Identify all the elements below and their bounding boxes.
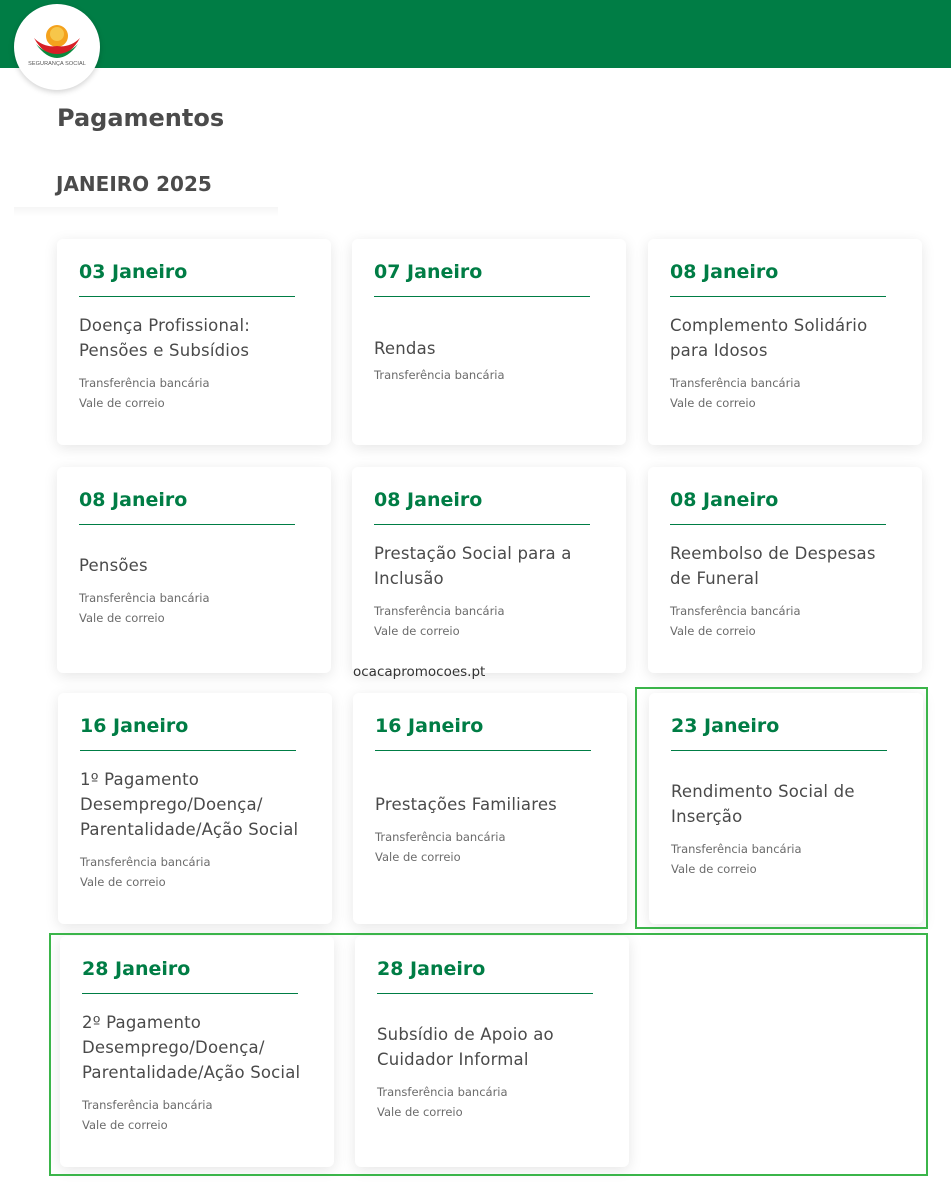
payment-methods (79, 373, 309, 413)
watermark-text: ocacapromocoes.pt (353, 664, 486, 680)
payment-method: Vale de correio (79, 396, 165, 410)
card-title (79, 553, 309, 578)
payment-method: Vale de correio (82, 1118, 168, 1132)
card-title (670, 541, 900, 591)
card-title-line: Desemprego/Doença/ (80, 795, 263, 814)
card-title-line: Parentalidade/Ação Social (82, 1063, 301, 1082)
card-title (374, 541, 604, 591)
payment-method: Transferência bancária (374, 368, 505, 382)
payment-method: Transferência bancária (377, 1085, 508, 1099)
card-divider (79, 296, 295, 297)
card-title-line: Reembolso de Despesas (670, 544, 876, 563)
payment-method: Vale de correio (670, 624, 756, 638)
card-title-line: 1º Pagamento (80, 770, 200, 789)
card-title-line: Rendimento Social de (671, 782, 855, 801)
card-date: 28 Janeiro (377, 958, 486, 980)
payment-method: Vale de correio (377, 1105, 463, 1119)
payment-method: Transferência bancária (374, 604, 505, 618)
card-divider (375, 750, 591, 751)
card-title-line: Prestações Familiares (375, 795, 557, 814)
card-title-line: Parentalidade/Ação Social (80, 820, 299, 839)
payment-card[interactable] (57, 467, 331, 673)
card-title-line: 2º Pagamento (82, 1013, 202, 1032)
payment-method: Vale de correio (79, 611, 165, 625)
payment-methods (80, 852, 310, 892)
payment-method: Transferência bancária (670, 376, 801, 390)
payment-method: Vale de correio (374, 624, 460, 638)
card-title-line: Cuidador Informal (377, 1050, 529, 1069)
payment-method: Vale de correio (670, 396, 756, 410)
card-title-line: de Funeral (670, 569, 760, 588)
card-date: 03 Janeiro (79, 261, 188, 283)
highlight-box (49, 933, 928, 1176)
payment-methods (670, 373, 900, 413)
card-title-line: Desemprego/Doença/ (82, 1038, 265, 1057)
payment-methods (374, 365, 604, 385)
payment-card[interactable] (57, 239, 331, 445)
seguranca-social-logo[interactable] (14, 4, 100, 90)
card-divider (374, 296, 590, 297)
payment-card[interactable] (648, 239, 922, 445)
card-title-line: Inserção (671, 807, 743, 826)
card-date: 23 Janeiro (671, 715, 780, 737)
card-title-line: Complemento Solidário (670, 316, 868, 335)
card-title (375, 792, 605, 817)
card-title-line: Rendas (374, 339, 436, 358)
card-divider (374, 524, 590, 525)
card-title-line: Doença Profissional: (79, 316, 250, 335)
card-date: 08 Janeiro (374, 489, 483, 511)
card-divider (80, 750, 296, 751)
card-date: 08 Janeiro (79, 489, 188, 511)
month-divider (14, 207, 278, 217)
payment-card[interactable] (648, 467, 922, 673)
payment-card[interactable] (352, 467, 626, 673)
payment-method: Vale de correio (80, 875, 166, 889)
payment-card[interactable] (58, 693, 332, 924)
card-title-line: Pensões (79, 556, 148, 575)
card-date: 16 Janeiro (80, 715, 189, 737)
card-date: 16 Janeiro (375, 715, 484, 737)
card-title-line: Pensões e Subsídios (79, 341, 250, 360)
payment-methods (374, 601, 604, 641)
card-title-line: para Idosos (670, 341, 768, 360)
payment-method: Vale de correio (375, 850, 461, 864)
logo-text: SEGURANÇA SOCIAL (28, 61, 86, 67)
top-header-bar (0, 0, 951, 68)
card-title-line: Subsídio de Apoio ao (377, 1025, 554, 1044)
card-date: 08 Janeiro (670, 261, 779, 283)
payment-methods (79, 588, 309, 628)
card-title-line: Prestação Social para a (374, 544, 572, 563)
payment-method: Transferência bancária (79, 376, 210, 390)
card-title (670, 313, 900, 363)
logo-emblem-icon (14, 4, 100, 90)
payment-method: Vale de correio (671, 862, 757, 876)
highlight-box (635, 687, 928, 929)
card-title (374, 336, 604, 361)
payment-card[interactable] (353, 693, 627, 924)
card-date: 28 Janeiro (82, 958, 191, 980)
card-date: 07 Janeiro (374, 261, 483, 283)
month-heading: JANEIRO 2025 (56, 172, 212, 196)
payment-methods (375, 827, 605, 867)
payment-method: Transferência bancária (671, 842, 802, 856)
payment-method: Transferência bancária (670, 604, 801, 618)
payment-methods (670, 601, 900, 641)
payment-method: Transferência bancária (82, 1098, 213, 1112)
card-title-line: Inclusão (374, 569, 444, 588)
payment-method: Transferência bancária (79, 591, 210, 605)
page-title: Pagamentos (57, 104, 225, 132)
card-title (79, 313, 309, 363)
card-divider (670, 524, 886, 525)
payment-method: Transferência bancária (80, 855, 211, 869)
payment-method: Transferência bancária (375, 830, 506, 844)
payment-card[interactable] (352, 239, 626, 445)
card-title (80, 767, 310, 842)
card-divider (670, 296, 886, 297)
card-date: 08 Janeiro (670, 489, 779, 511)
card-divider (79, 524, 295, 525)
